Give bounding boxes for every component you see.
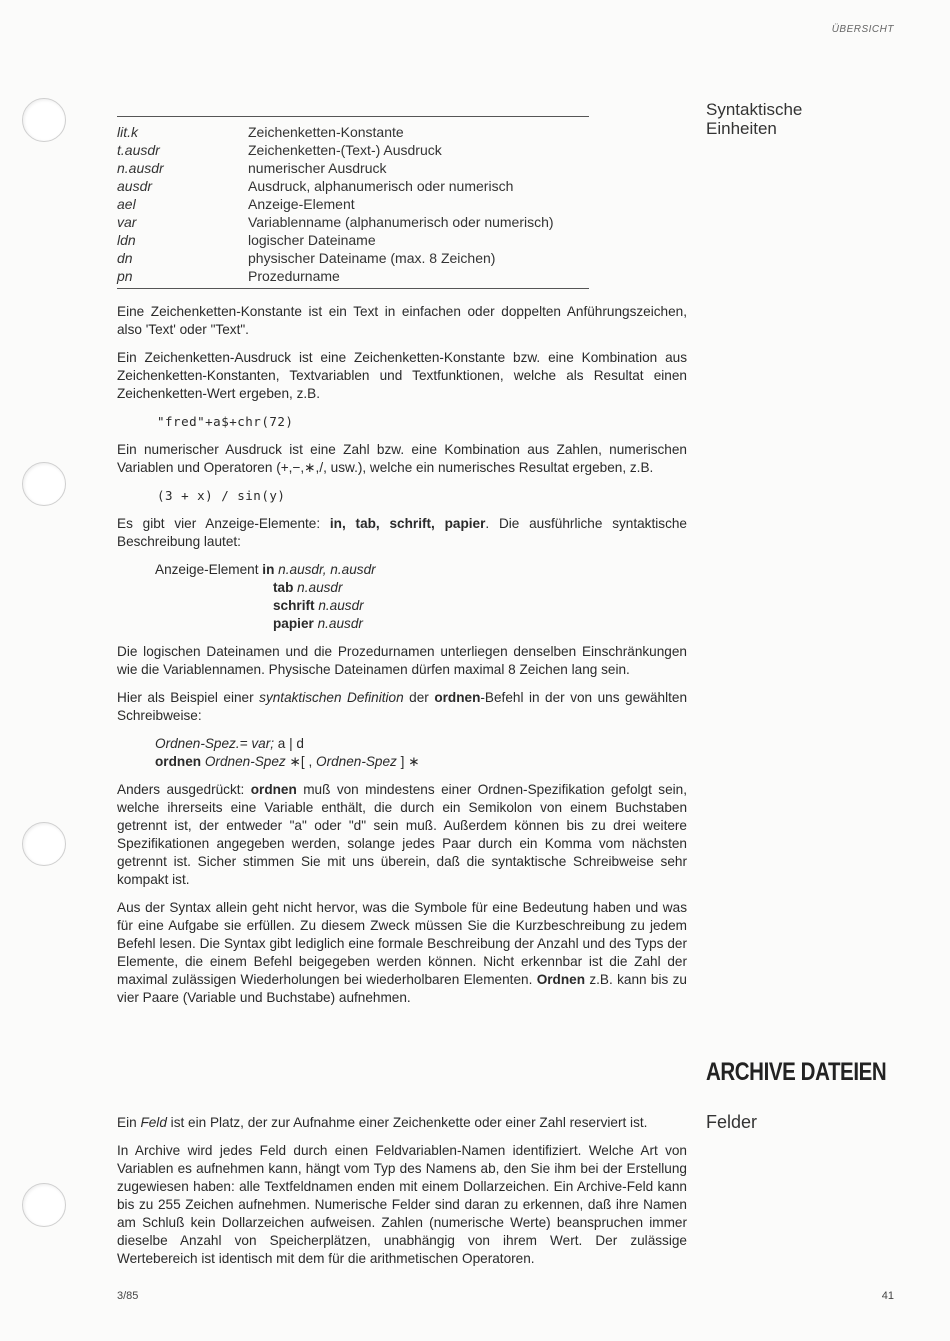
section-heading-felder: Felder <box>706 1112 758 1132</box>
page-number: 41 <box>881 1290 894 1302</box>
glossary-abbr: dn <box>117 250 133 266</box>
glossary-desc: numerischer Ausdruck <box>248 160 387 176</box>
syntax-block-ordnen: Ordnen-Spez.= var; a | d ordnen Ordnen-Spez ∗[ , Ordnen-Spez ] ∗ <box>155 736 420 769</box>
glossary-row <box>117 123 589 141</box>
paragraph: Anders ausgedrückt: ordnen muß von mindestens einer Ordnen-Spezifikation gefolgt sein, welche ihrerseits eine Variable enthält, die durch ein Semikolon von einem Buchstaben getrennt ist, der entweder "a" oder "d" sein muß. Außerdem können bis zu drei weitere Spezifikationen angegeben werden, solange jedes Paar durch ein Komma vom nächsten getrennt ist. Sicher stimmen Sie mit uns überein, daß die syntaktische Schreibweise sehr kompakt ist. <box>117 782 687 887</box>
paragraph: Eine Zeichenketten-Konstante ist ein Text in einfachen oder doppelten Anführungszeichen, also 'Text' oder "Text". <box>117 304 687 337</box>
paragraph: Hier als Beispiel einer syntaktischen Definition der ordnen-Befehl in der von uns gewählten Schreibweise: <box>117 690 688 723</box>
felder-text <box>117 1114 687 1278</box>
paragraph: Ein Zeichenketten-Ausdruck ist eine Zeichenketten-Konstante bzw. eine Kombination aus Zeichenketten-Konstanten, Textvariablen und Textfunktionen, welche als Resultat einen Zeichenketten-Wert ergeben, z.B. <box>117 350 687 401</box>
glossary-row <box>117 249 589 267</box>
glossary-row <box>117 141 589 159</box>
punch-hole <box>22 98 66 142</box>
glossary-abbr: ael <box>117 196 136 212</box>
paragraph: Ein numerischer Ausdruck ist eine Zahl bzw. eine Kombination aus Zahlen, numerischen Variablen und Operatoren (+,−,∗,/, usw.), welche ein numerisches Resultat ergeben, z.B. <box>117 442 687 475</box>
glossary-row <box>117 159 589 177</box>
glossary-row <box>117 231 589 249</box>
glossary-desc: Variablenname (alphanumerisch oder numerisch) <box>248 214 554 230</box>
glossary-desc: Zeichenketten-Konstante <box>248 124 404 140</box>
glossary-row <box>117 195 589 213</box>
code-example: (3 + x) / sin(y) <box>157 488 286 503</box>
heading-line: Einheiten <box>706 119 777 138</box>
paragraph: Die logischen Dateinamen und die Prozedurnamen unterliegen denselben Einschränkungen wie die Variablennamen. Physische Dateinamen dürfen maximal 8 Zeichen lang sein. <box>117 644 687 677</box>
glossary-abbr: var <box>117 214 137 230</box>
glossary-row <box>117 213 589 231</box>
section-heading-syntax <box>706 100 802 138</box>
glossary-desc: Zeichenketten-(Text-) Ausdruck <box>248 142 442 158</box>
glossary-row <box>117 267 589 285</box>
paragraph: Aus der Syntax allein geht nicht hervor, was die Symbole für eine Bedeutung haben und was für eine Aufgabe sie erfüllen. Zu diesem Zweck müssen Sie die Kurzbeschreibung zu jedem Befehl lesen. Die Syntax gibt lediglich eine formale Beschreibung der Anzahl und des Typs der Elemente, die einem Befehl beigegeben werden können. Nicht erkennbar ist die Zahl der maximal zulässigen Wiederholungen bei wiederholbaren Elementen. Ordnen z.B. kann bis zu vier Paare (Variable und Buchstabe) aufnehmen. <box>117 900 687 1005</box>
glossary-table <box>117 116 589 289</box>
paragraph: Ein Feld ist ein Platz, der zur Aufnahme einer Zeichenkette oder einer Zahl reserviert ist. <box>117 1115 648 1130</box>
glossary-desc: Ausdruck, alphanumerisch oder numerisch <box>248 178 514 194</box>
running-header: ÜBERSICHT <box>831 24 894 35</box>
glossary-abbr: lit.k <box>117 124 138 140</box>
paragraph: Es gibt vier Anzeige-Elemente: in, tab, schrift, papier. Die ausführliche syntaktische Beschreibung lautet: <box>117 516 687 549</box>
footer-date: 3/85 <box>117 1290 139 1302</box>
glossary-desc: physischer Dateiname (max. 8 Zeichen) <box>248 250 496 266</box>
code-example: "fred"+a$+chr(72) <box>157 414 294 429</box>
glossary-desc: Prozedurname <box>248 268 340 284</box>
main-text <box>117 303 687 1017</box>
glossary-desc: Anzeige-Element <box>248 196 355 212</box>
syntax-block-anzeige: Anzeige-Element in n.ausdr, n.ausdr tab n.ausdr schrift n.ausdr papier n.ausdr <box>155 562 376 631</box>
punch-hole <box>22 822 66 866</box>
glossary-row <box>117 177 589 195</box>
glossary-desc: logischer Dateiname <box>248 232 376 248</box>
glossary-abbr: ausdr <box>117 178 153 194</box>
paragraph: In Archive wird jedes Feld durch einen Feldvariablen-Namen identifiziert. Welche Art von Variablen es aufnehmen kann, hängt vom Typ des Namens ab, den Sie ihm bei der Erstellung zugewiesen haben: alle Textfeldnamen enden mit einem Dollarzeichen. Ein Archive-Feld kann bis zu 255 Zeichen aufnehmen. Numerische Felder sind daran zu erkennen, daß ihre Namen am Schluß kein Dollarzeichen aufweisen. Zahlen (numerische Werte) beanspruchen immer dieselbe Anzahl von Speicherplätzen, unabhängig von ihrem Wert. Der zulässige Wertebereich ist identisch mit dem für die arithmetischen Operatoren. <box>117 1143 687 1266</box>
glossary-abbr: pn <box>117 268 133 284</box>
glossary-abbr: t.ausdr <box>117 142 160 158</box>
glossary-abbr: ldn <box>117 232 136 248</box>
glossary-abbr: n.ausdr <box>117 160 164 176</box>
punch-hole <box>22 1183 66 1227</box>
chapter-heading-archive: ARCHIVE DATEIEN <box>706 1058 887 1086</box>
heading-line: Syntaktische <box>706 100 803 119</box>
punch-hole <box>22 462 66 506</box>
